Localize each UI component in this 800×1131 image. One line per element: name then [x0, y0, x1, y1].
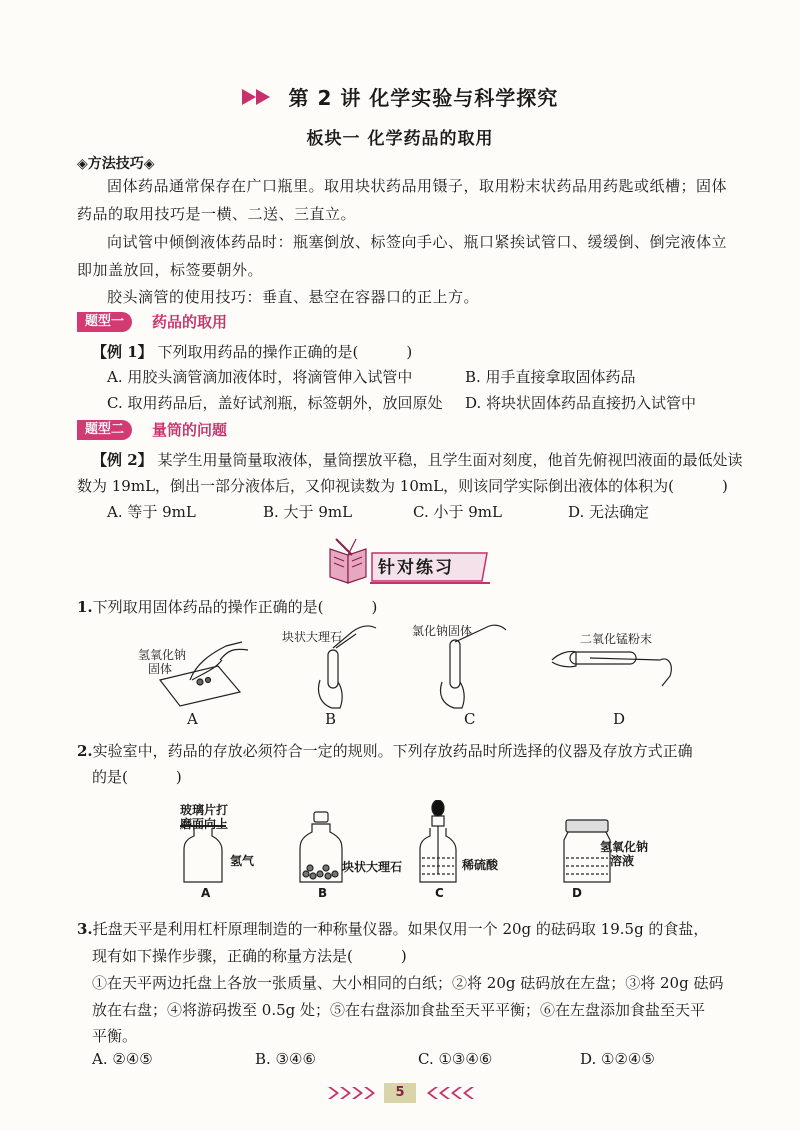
- method-paragraph-3: 胶头滴管的使用技巧：垂直、悬空在容器口的正上方。: [107, 288, 480, 306]
- question-type-tag: 题型二: [77, 420, 132, 440]
- figure-label-d: D: [572, 886, 582, 900]
- label-hydrogen: 氢气: [230, 854, 255, 868]
- question-type-tag: 题型一: [77, 312, 132, 332]
- question-3-option-d: D. ①②④⑤: [580, 1050, 655, 1068]
- question-2-line-2: 的是( ): [92, 768, 182, 786]
- question-3-line-1: 3.托盘天平是利用杠杆原理制造的一种称量仪器。如果仅用一个 20g 的砝码取 19.5g 的食盐，: [77, 920, 709, 938]
- section-subtitle: 板块一 化学药品的取用: [306, 129, 494, 149]
- example-1: 【例 1】 下列取用药品的操作正确的是( ): [92, 343, 413, 361]
- label-sodium-hydroxide-2: 溶液: [610, 854, 635, 868]
- figure-d-paper-slot-test-tube: [552, 651, 671, 686]
- page-number: 5: [384, 1083, 416, 1103]
- figure-b-reagent-bottle: [300, 812, 342, 882]
- method-paragraph-2: 向试管中倾倒液体药品时：瓶塞倒放、标签向手心、瓶口紧挨试管口、缓缓倒、倒完液体立即加盖放回，标签要朝外。: [77, 233, 728, 279]
- question-1: 1.下列取用固体药品的操作正确的是( ): [77, 598, 378, 616]
- question-3-option-b: B. ③④⑥: [255, 1050, 316, 1068]
- example-1-option-a: A. 用胶头滴管滴加液体时，将滴管伸入试管中: [107, 368, 413, 386]
- question-type-title: 量筒的问题: [152, 421, 228, 439]
- example-2-line-1: 【例 2】 某学生用量筒量取液体，量筒摆放平稳，且学生面对刻度，他首先俯视凹液面的最低处读: [92, 451, 743, 469]
- example-2-option-d: D. 无法确定: [568, 503, 650, 521]
- question-2-line-1: 2.实验室中，药品的存放必须符合一定的规则。下列存放药品时所选择的仪器及存放方式正确: [77, 742, 693, 760]
- question-3-option-c: C. ①③④⑥: [418, 1050, 493, 1068]
- question-type-title: 药品的取用: [152, 313, 228, 331]
- figure-label-c: C: [464, 710, 476, 728]
- figure-label-a: A: [187, 710, 198, 728]
- label-sodium-hydroxide-1: 氢氧化钠: [600, 840, 649, 854]
- figure-c-dropper-bottle: [420, 800, 456, 882]
- label-glass-plate-1: 玻璃片打: [180, 803, 229, 817]
- practice-header: 针对练习: [378, 558, 454, 578]
- example-2-line-2: 数为 19mL，倒出一部分液体后，又仰视读数为 10mL，则该同学实际倒出液体的体积为( ): [77, 477, 728, 495]
- label-solid: 固体: [148, 662, 173, 676]
- book-icon: [330, 539, 366, 583]
- chevron-right-icon: [328, 1087, 375, 1099]
- label-manganese-dioxide-powder: 二氧化锰粉末: [580, 632, 653, 646]
- question-3-line-2: 现有如下操作步骤，正确的称量方法是( ): [92, 947, 407, 965]
- label-dilute-sulfuric-acid: 稀硫酸: [462, 858, 499, 872]
- lesson-title-row: [0, 82, 800, 111]
- figure-label-b: B: [325, 710, 337, 728]
- example-1-option-c: C. 取用药品后，盖好试剂瓶，标签朝外，放回原处: [107, 394, 443, 412]
- question-2-figures: [180, 800, 640, 900]
- method-paragraph-1: 固体药品通常保存在广口瓶里。取用块状药品用镊子，取用粉末状药品用药匙或纸槽；固体药品的取用技巧是一横、二送、三直立。: [77, 177, 728, 223]
- figure-a-gas-bottle: [180, 826, 226, 882]
- example-2-option-a: A. 等于 9mL: [107, 503, 196, 521]
- method-heading: ◈方法技巧◈: [77, 156, 155, 172]
- question-3-steps-line-2: 放在右盘；④将游码拨至 0.5g 处；⑤在右盘添加食盐至天平平衡；⑥在左盘添加食盐至天平: [92, 1001, 705, 1019]
- label-marble-lump: 块状大理石: [282, 630, 343, 644]
- double-arrow-icon: [242, 87, 276, 107]
- figure-label-c: C: [435, 886, 444, 900]
- figure-label-a: A: [201, 886, 211, 900]
- question-3-steps-line-3: 平衡。: [92, 1027, 138, 1045]
- figure-label-d: D: [613, 710, 626, 728]
- label-sodium-chloride-solid: 氯化钠固体: [412, 624, 473, 638]
- question-3-steps-line-1: ①在天平两边托盘上各放一张质量、大小相同的白纸；②将 20g 砝码放在左盘；③将 20g 砝码: [92, 974, 724, 992]
- example-1-option-b: B. 用手直接拿取固体药品: [465, 368, 636, 386]
- question-3-option-a: A. ②④⑤: [92, 1050, 153, 1068]
- example-2-option-c: C. 小于 9mL: [413, 503, 502, 521]
- label-sodium-hydroxide: 氢氧化钠: [138, 648, 187, 662]
- chevron-left-icon: [427, 1087, 474, 1099]
- label-glass-plate-2: 磨面向上: [180, 817, 229, 831]
- lesson-title: 第 2 讲 化学实验与科学探究: [288, 86, 559, 110]
- label-marble-lump: 块状大理石: [342, 860, 403, 874]
- example-2-option-b: B. 大于 9mL: [263, 503, 353, 521]
- example-1-option-d: D. 将块状固体药品直接扔入试管中: [465, 394, 697, 412]
- figure-label-b: B: [318, 886, 328, 900]
